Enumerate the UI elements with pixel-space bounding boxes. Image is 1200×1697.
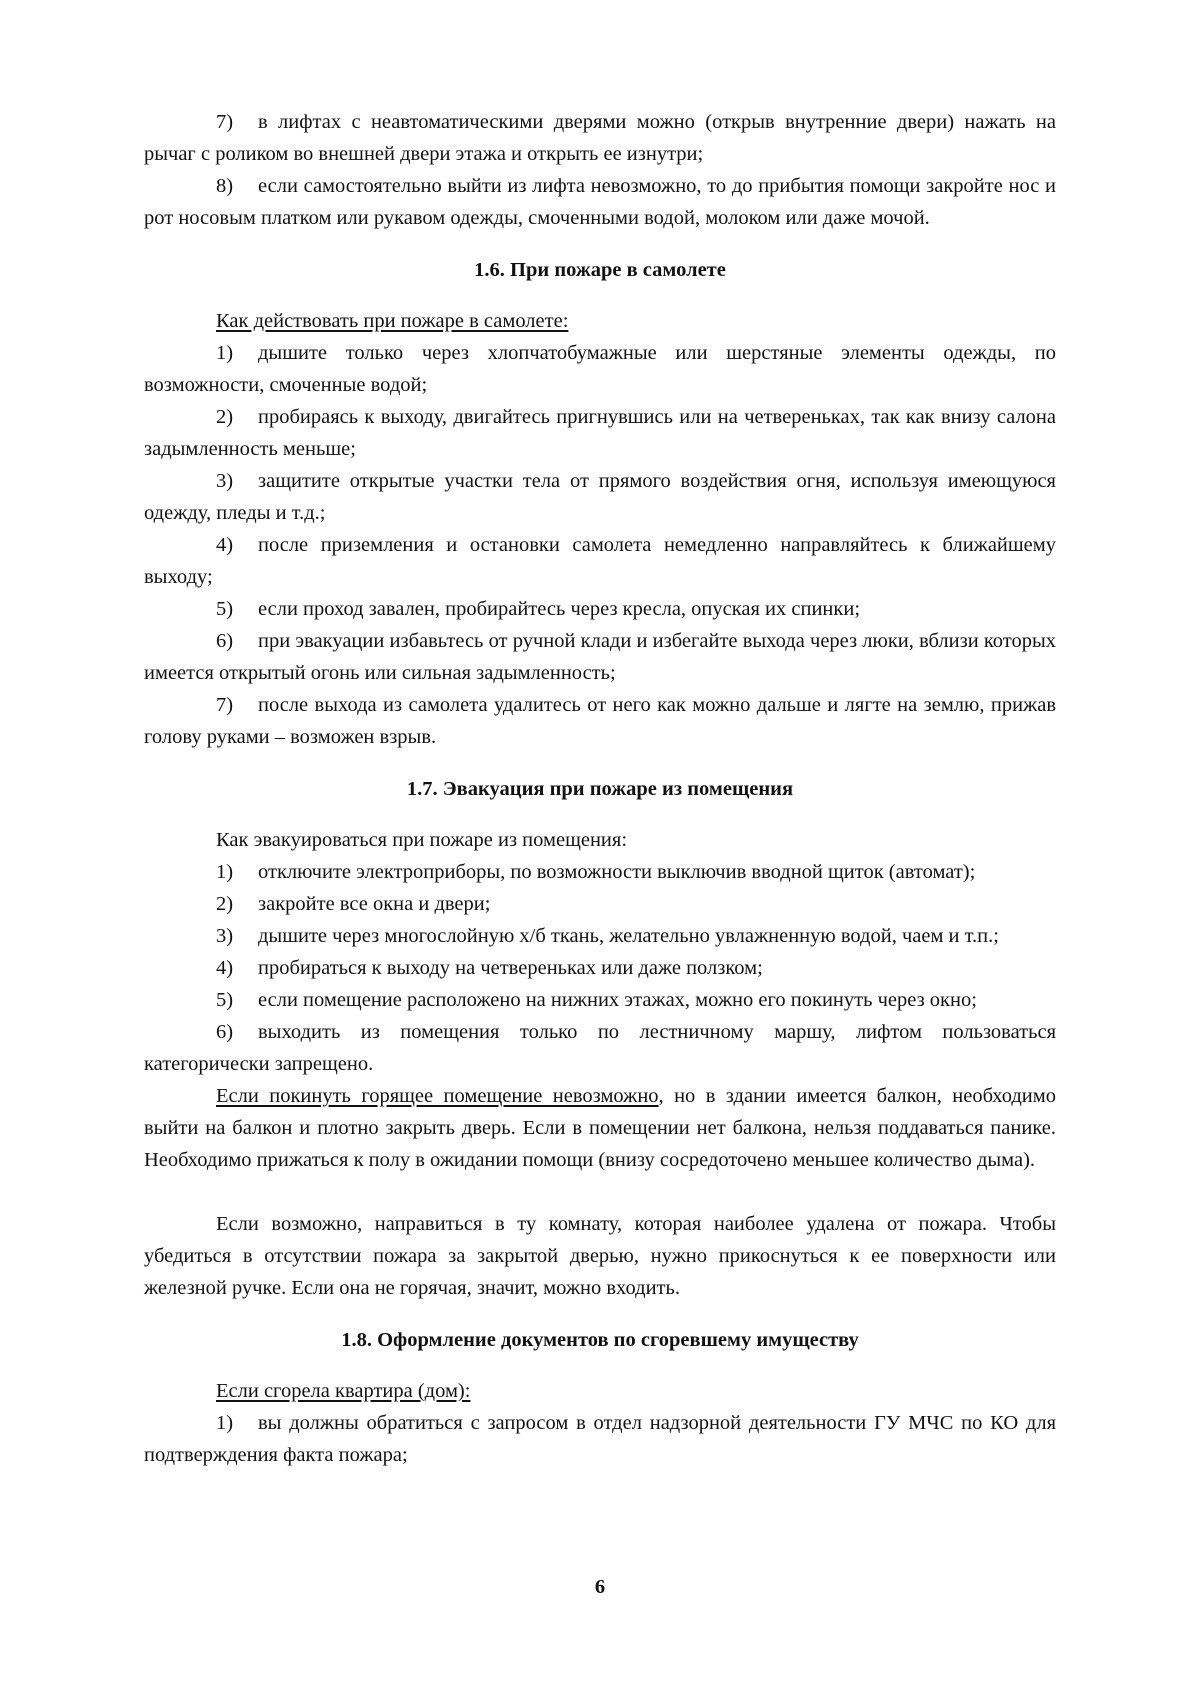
list-item (144, 984, 1056, 1016)
list-number: 3) (216, 925, 234, 947)
section-intro-text: Если сгорела квартира (дом): (216, 1380, 471, 1402)
section-intro (144, 1375, 1056, 1407)
list-text: пробираться к выходу на четвереньках или даже ползком; (258, 957, 763, 979)
list-text: дышите только через хлопчатобумажные или шерстяные элементы одежды, по возможности, смоченные водой; (144, 342, 1056, 396)
section-heading-1-7: 1.7. Эвакуация при пожаре из помещения (406, 778, 794, 800)
list-number: 1) (216, 342, 234, 364)
list-item (144, 337, 1056, 401)
list-number: 2) (216, 406, 234, 428)
underlined-phrase: Если покинуть горящее помещение невозможно (216, 1085, 659, 1107)
list-item (144, 401, 1056, 465)
list-number: 8) (216, 175, 234, 197)
list-text: после приземления и остановки самолета немедленно направляйтесь к ближайшему выходу; (144, 534, 1056, 588)
list-item (144, 593, 1056, 625)
list-text: если проход завален, пробирайтесь через кресла, опуская их спинки; (258, 598, 861, 620)
list-number: 2) (216, 893, 234, 915)
list-text: если самостоятельно выйти из лифта невозможно, то до прибытия помощи закройте нос и рот носовым платком или рукавом одежды, смоченными водой, молоком или даже мочой. (144, 175, 1056, 229)
list-number: 7) (216, 111, 234, 133)
list-text: дышите через многослойную х/б ткань, желательно увлажненную водой, чаем и т.п.; (258, 925, 999, 947)
list-text: пробираясь к выходу, двигайтесь пригнувшись или на четвереньках, так как внизу салона задымленность меньше; (144, 406, 1056, 460)
list-text: защитите открытые участки тела от прямого воздействия огня, используя имеющуюся одежду, пледы и т.д.; (144, 470, 1056, 524)
section-intro-text: Как действовать при пожаре в самолете: (216, 310, 569, 332)
list-number: 7) (216, 694, 234, 716)
page-number: 6 (594, 1576, 606, 1598)
list-text: отключите электроприборы, по возможности выключив вводной щиток (автомат); (258, 861, 976, 883)
list-number: 3) (216, 470, 234, 492)
list-item (144, 170, 1056, 234)
list-number: 4) (216, 957, 234, 979)
section-heading-1-6: 1.6. При пожаре в самолете (474, 259, 726, 281)
list-item (144, 625, 1056, 689)
paragraph (144, 1080, 1056, 1176)
list-item (144, 689, 1056, 753)
section-intro (144, 305, 1056, 337)
list-text: после выхода из самолета удалитесь от него как можно дальше и лягте на землю, прижав голову руками – возможен взрыв. (144, 694, 1056, 748)
list-item (144, 1016, 1056, 1080)
list-text: выходить из помещения только по лестничному маршу, лифтом пользоваться категорически запрещено. (144, 1021, 1056, 1075)
list-number: 5) (216, 989, 234, 1011)
list-number: 6) (216, 1021, 234, 1043)
list-item (144, 856, 1056, 888)
list-item (144, 952, 1056, 984)
list-text: при эвакуации избавьтесь от ручной клади и избегайте выхода через люки, вблизи которых имеется открытый огонь или сильная задымленность; (144, 630, 1056, 684)
list-item (144, 465, 1056, 529)
list-item (144, 106, 1056, 170)
list-number: 6) (216, 630, 234, 652)
list-item (144, 1407, 1056, 1471)
paragraph-text: , но в здании имеется балкон, необходимо выйти на балкон и плотно закрыть дверь. Если в помещении нет балкона, нельзя поддаваться панике. Необходимо прижаться к полу в ожидании помощи (внизу сосредоточено меньшее количество дыма). (144, 1085, 1056, 1171)
list-text: вы должны обратиться с запросом в отдел надзорной деятельности ГУ МЧС по КО для подтверждения факта пожара; (144, 1412, 1056, 1466)
list-text: если помещение расположено на нижних этажах, можно его покинуть через окно; (258, 989, 977, 1011)
list-number: 1) (216, 1412, 234, 1434)
section-heading-1-8: 1.8. Оформление документов по сгоревшему имуществу (341, 1329, 859, 1351)
list-number: 5) (216, 598, 234, 620)
paragraph: Если возможно, направиться в ту комнату, которая наиболее удалена от пожара. Чтобы убедиться в отсутствии пожара за закрытой дверью, нужно прикоснуться к ее поверхности или железной ручке. Если она не горячая, значит, можно входить. (144, 1213, 1056, 1299)
list-number: 1) (216, 861, 234, 883)
list-number: 4) (216, 534, 234, 556)
list-item (144, 529, 1056, 593)
section-intro: Как эвакуироваться при пожаре из помещения: (216, 829, 628, 851)
list-item (144, 888, 1056, 920)
list-text: в лифтах с неавтоматическими дверями можно (открыв внутренние двери) нажать на рычаг с роликом во внешней двери этажа и открыть ее изнутри; (144, 111, 1056, 165)
list-text: закройте все окна и двери; (258, 893, 491, 915)
list-item (144, 920, 1056, 952)
